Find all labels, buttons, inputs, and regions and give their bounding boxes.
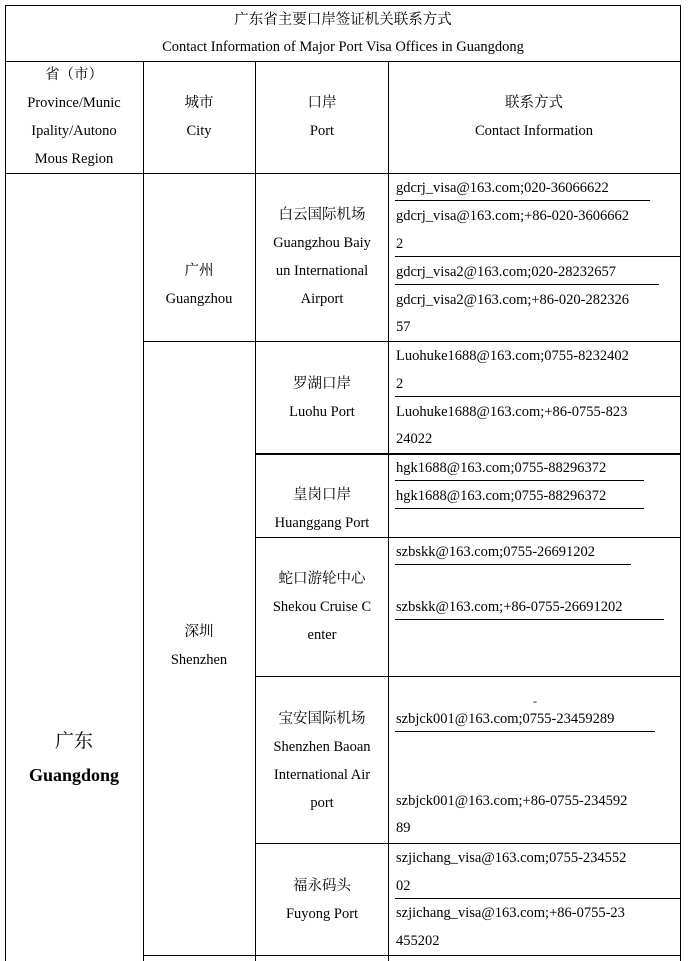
contact-email-link[interactable]: szjichang_visa@163.com;0755-234552 [396, 850, 627, 866]
row-divider-luohu [255, 453, 681, 455]
contact-email-link[interactable]: hgk1688@163.com;0755-88296372 [396, 488, 607, 504]
row-divider-guangzhou [143, 341, 681, 342]
table-border-top [5, 5, 681, 6]
contact-underline [395, 284, 659, 285]
table-title-en: Contact Information of Major Port Visa Offices in Guangdong [162, 39, 524, 55]
contact-underline [395, 731, 655, 732]
contact-email-link-continued[interactable]: 455202 [396, 933, 440, 949]
contact-email-link-continued[interactable]: 24022 [396, 431, 433, 447]
row-divider-huanggang [255, 537, 681, 538]
contact-email-link[interactable]: hgk1688@163.com;0755-88296372 [396, 460, 607, 476]
contact-email-link[interactable]: gdcrj_visa@163.com;020-36066622 [396, 180, 609, 196]
contact-underline [395, 508, 644, 509]
contact-email-link[interactable]: Luohuke1688@163.com;+86-0755-823 [396, 404, 628, 420]
column-divider-port [388, 61, 389, 961]
contact-email-link-continued[interactable]: 89 [396, 820, 411, 836]
row-divider-fuyong [143, 955, 681, 956]
table-border-right [680, 5, 681, 961]
contact-email-link[interactable]: szbjck001@163.com;0755-23459289 [396, 711, 615, 727]
row-divider-shekou [255, 676, 681, 677]
contact-underline [395, 256, 681, 257]
header-divider [5, 173, 681, 174]
contact-underline [395, 564, 631, 565]
contact-email-link[interactable]: szbskk@163.com;0755-26691202 [396, 544, 596, 560]
column-divider-province [143, 61, 144, 961]
contact-email-link[interactable]: gdcrj_visa@163.com;+86-020-3606662 [396, 208, 629, 224]
contact-underline [395, 619, 664, 620]
contact-underline [395, 480, 644, 481]
contact-email-link-continued[interactable]: 57 [396, 319, 411, 335]
column-divider-city [255, 61, 256, 961]
contact-email-link[interactable]: gdcrj_visa2@163.com;+86-020-282326 [396, 292, 629, 308]
table-border-left [5, 5, 6, 961]
contact-email-link[interactable]: szjichang_visa@163.com;+86-0755-23 [396, 905, 625, 921]
contact-email-link[interactable]: szbjck001@163.com;+86-0755-234592 [396, 793, 628, 809]
title-divider [5, 61, 681, 62]
contact-email-link[interactable]: Luohuke1688@163.com;0755-8232402 [396, 348, 629, 364]
row-divider-baoan [255, 843, 681, 844]
contact-email-link-continued[interactable]: 2 [396, 376, 404, 392]
contact-underline [395, 898, 681, 899]
contact-email-link-continued[interactable]: 02 [396, 878, 411, 894]
table-title-zh: 广东省主要口岸签证机关联系方式 [234, 12, 452, 28]
contact-email-link-continued[interactable]: 2 [396, 236, 404, 252]
contact-email-link[interactable]: gdcrj_visa2@163.com;020-28232657 [396, 264, 616, 280]
contact-email-link[interactable]: szbskk@163.com;+86-0755-26691202 [396, 599, 623, 615]
contact-underline [395, 200, 650, 201]
contact-underline [395, 396, 681, 397]
stray-dash-mark: - [533, 694, 537, 708]
